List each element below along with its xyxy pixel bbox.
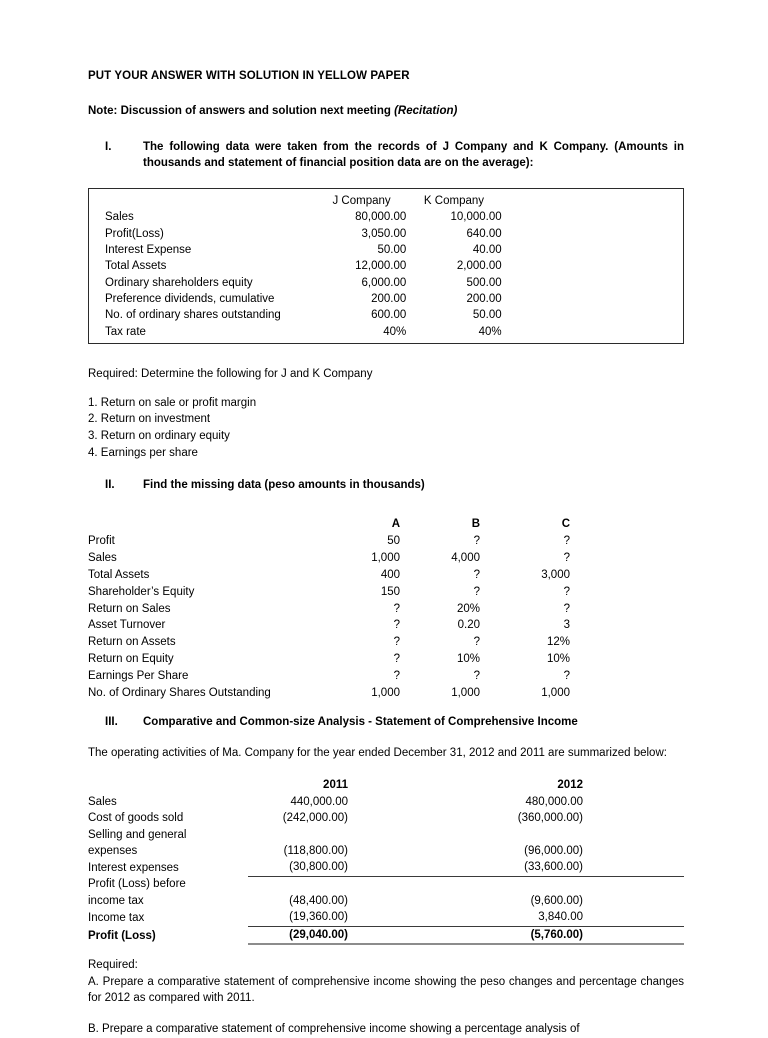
note-line [88,104,684,119]
row-mid [358,810,480,826]
row-pad [570,617,684,634]
row-label: Preference dividends, cumulative [105,293,275,306]
row-value-2012 [480,876,595,892]
row-value-a: ? [393,636,400,649]
row-mid [358,843,480,859]
table-row [88,634,684,651]
row-value-j: 12,000.00 [355,260,407,273]
col-header-pad [595,777,684,793]
row-value-a: 50 [387,534,400,547]
table-row [89,209,683,225]
row-label: Income tax [88,911,145,924]
row-value-a: 400 [380,568,400,581]
row-pad [502,258,683,274]
row-pad [570,601,684,618]
row-pad [595,876,684,892]
col-header-blank [88,516,320,533]
row-value-2011: (19,360.00) [289,911,348,924]
section-three-required-label: Required: [88,959,138,972]
row-value-2012: 480,000.00 [525,795,583,808]
row-label: Selling and general [88,828,187,841]
row-label: Interest expenses [88,861,179,874]
row-pad [502,275,683,291]
row-value-b: ? [473,670,480,683]
row-pad [595,827,684,843]
row-value-j: 3,050.00 [361,227,407,240]
row-value-c: ? [563,602,570,615]
row-value-2011: (29,040.00) [248,926,358,944]
row-label: Profit (Loss) before [88,878,186,891]
col-header-pad [502,193,683,209]
col-header-mid [358,777,480,793]
row-value-a: ? [393,619,400,632]
col-header-j-company: J Company [332,195,391,208]
row-value-j: 80,000.00 [355,211,407,224]
required-item-4: 4. Earnings per share [88,446,198,459]
section-three-heading [88,714,684,731]
table-row [88,617,684,634]
row-value-2012: 3,840.00 [538,911,583,924]
table-row-total [88,926,684,944]
table-row [89,242,683,258]
row-label: Interest Expense [105,244,192,257]
table-row [88,601,684,618]
row-pad [570,533,684,550]
row-value-c: ? [563,534,570,547]
row-value-2011: (48,400.00) [289,894,348,907]
section-two-heading-text: Find the missing data (peso amounts in thousands) [143,479,425,492]
required-item-1: 1. Return on sale or profit margin [88,396,257,409]
row-mid [358,859,480,876]
row-value-k: 40.00 [472,244,502,257]
section-one-heading [88,139,684,172]
col-header-blank [89,193,317,209]
row-pad [595,859,684,876]
col-header-c: C [561,518,570,531]
row-label: Earnings Per Share [88,670,189,683]
table-row [88,843,684,859]
row-value-b: ? [473,568,480,581]
row-label: Profit(Loss) [105,227,164,240]
section-two-heading [88,477,684,494]
table-row [89,291,683,307]
section-three-required-b: B. Prepare a comparative statement of comprehensive income showing a percentage analysis of [88,1023,580,1036]
col-header-2011: 2011 [323,779,348,792]
row-label: Profit [88,534,115,547]
row-pad [502,226,683,242]
row-value-b: 4,000 [451,551,480,564]
row-label: Cost of goods sold [88,812,184,825]
row-value-b: 0.20 [457,619,480,632]
row-value-2011: (30,800.00) [289,861,348,874]
row-value-2012: (96,000.00) [524,844,583,857]
row-value-a: 150 [380,585,400,598]
row-value-k: 200.00 [466,293,502,306]
table-row [88,584,684,601]
col-header-pad [570,516,684,533]
row-value-c: 1,000 [541,686,570,699]
row-value-k: 640.00 [466,227,502,240]
row-value-c: ? [563,551,570,564]
row-value-j: 50.00 [377,244,407,257]
table-row [89,258,683,274]
row-label: income tax [88,894,144,907]
table-row [88,876,684,892]
table-row [89,307,683,323]
table-row [88,810,684,826]
table-row [88,567,684,584]
table-row [88,550,684,567]
row-pad [570,651,684,668]
row-pad [595,794,684,810]
table-header-row [88,516,684,533]
table-row [88,668,684,685]
row-value-b: ? [473,534,480,547]
row-pad [570,584,684,601]
table-header-row [89,193,683,209]
row-pad [570,634,684,651]
row-pad [570,567,684,584]
table-row [88,651,684,668]
row-value-a: ? [393,653,400,666]
row-label: Ordinary shareholders equity [105,276,253,289]
row-value-j: 6,000.00 [361,276,407,289]
row-label: Return on Equity [88,653,174,666]
section-three-heading-text: Comparative and Common-size Analysis - Statement of Comprehensive Income [143,715,578,728]
row-value-2011 [248,827,358,843]
section-two-numeral: II. [105,479,115,492]
page-title: PUT YOUR ANSWER WITH SOLUTION IN YELLOW PAPER [88,70,410,82]
row-value-b: 20% [456,602,480,615]
row-pad [502,209,683,225]
table-row [88,533,684,550]
table-header-row [88,777,684,793]
row-label: No. of ordinary shares outstanding [105,309,281,322]
row-value-a: 1,000 [371,686,400,699]
row-label: Return on Assets [88,636,176,649]
missing-data-table [88,516,684,702]
col-header-b: B [471,518,480,531]
row-label: Sales [88,795,117,808]
row-value-j: 600.00 [371,309,407,322]
row-label: Total Assets [88,568,150,581]
row-label: Shareholder’s Equity [88,585,195,598]
row-pad [595,926,684,944]
row-label: Asset Turnover [88,619,166,632]
company-data-table [88,188,684,344]
row-value-2011: (118,800.00) [283,844,348,857]
row-value-c: 3 [563,619,570,632]
row-value-k: 500.00 [466,276,502,289]
row-pad [570,685,684,702]
table-row [88,859,684,876]
col-header-a: A [391,518,400,531]
col-header-k-company: K Company [423,195,485,208]
table-row [89,275,683,291]
row-value-b: 10% [456,653,480,666]
table-row [88,794,684,810]
table-row [88,893,684,909]
section-three-intro: The operating activities of Ma. Company for the year ended December 31, 2012 and 2011 are summarized below: [88,746,667,759]
row-label: Profit (Loss) [88,929,156,942]
row-value-c: 3,000 [541,568,570,581]
row-mid [358,827,480,843]
row-pad [595,843,684,859]
table-row [89,226,683,242]
required-item-3: 3. Return on ordinary equity [88,430,230,443]
row-label: expenses [88,844,138,857]
table-row [89,324,683,340]
row-value-2011: 440,000.00 [290,795,348,808]
row-mid [358,893,480,909]
row-label: Sales [105,211,134,224]
row-pad [595,893,684,909]
row-value-2011: (242,000.00) [282,812,348,825]
row-label: Sales [88,551,117,564]
row-value-b: ? [473,636,480,649]
row-value-c: ? [563,585,570,598]
section-three-required-a: A. Prepare a comparative statement of comprehensive income showing the peso changes and percentage changes for 2012 as compared with 2011. [88,975,684,1005]
row-value-2012: (9,600.00) [530,894,583,907]
row-pad [502,324,683,340]
section-three-numeral: III. [105,715,118,728]
row-value-c: 10% [546,653,570,666]
row-pad [502,242,683,258]
document-content [88,70,684,1038]
row-value-k: 50.00 [472,309,502,322]
row-label: Tax rate [105,325,146,338]
row-value-c: 12% [546,636,570,649]
row-mid [358,909,480,926]
comparative-income-table [88,777,684,945]
row-mid [358,794,480,810]
section-one-numeral: I. [105,140,112,153]
row-value-a: 1,000 [371,551,400,564]
section-one-heading-text: The following data were taken from the records of J Company and K Company. (Amounts in thousands and statement of financial position data are on the average): [143,140,684,170]
table-row [88,909,684,926]
row-label: Return on Sales [88,602,171,615]
row-value-b: ? [473,585,480,598]
table-row [88,827,684,843]
row-label: Total Assets [105,260,167,273]
row-value-k: 40% [478,325,502,338]
row-pad [502,307,683,323]
row-value-2011 [248,876,358,892]
row-value-a: ? [393,670,400,683]
row-mid [358,876,480,892]
row-value-j: 40% [383,325,407,338]
row-pad [595,909,684,926]
row-value-c: ? [563,670,570,683]
note-recitation: (Recitation) [394,104,458,117]
row-pad [570,550,684,567]
row-pad [502,291,683,307]
row-pad [595,810,684,826]
row-value-2012 [480,827,595,843]
section-one-required-line: Required: Determine the following for J and K Company [88,368,373,381]
row-value-2012: (33,600.00) [524,861,583,874]
row-value-k: 2,000.00 [456,260,502,273]
row-value-b: 1,000 [451,686,480,699]
table-row [88,685,684,702]
required-item-2: 2. Return on investment [88,413,211,426]
col-header-blank [88,777,248,793]
row-label: No. of Ordinary Shares Outstanding [88,686,271,699]
row-value-a: ? [393,602,400,615]
col-header-2012: 2012 [557,779,583,792]
row-value-2012: (5,760.00) [480,926,595,944]
row-pad [570,668,684,685]
note-text: Note: Discussion of answers and solution next meeting [88,104,395,117]
row-value-k: 10,000.00 [450,211,502,224]
row-value-2012: (360,000.00) [517,812,583,825]
row-value-j: 200.00 [371,293,407,306]
row-mid [358,926,480,944]
